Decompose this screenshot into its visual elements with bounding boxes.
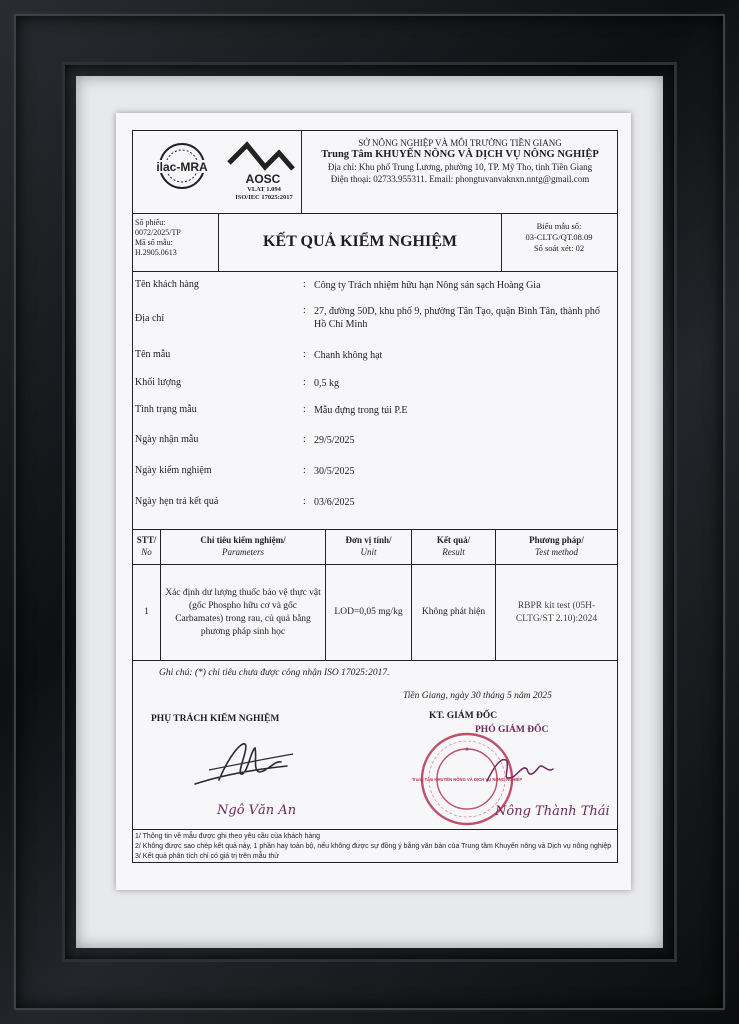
header-en: Test method — [535, 547, 578, 557]
info-colon: : — [303, 377, 306, 388]
info-label: Tên mẫu — [135, 349, 171, 360]
header-vi: Phương pháp/ — [529, 535, 584, 545]
info-value: Mẫu đựng trong túi P.E — [314, 405, 408, 416]
cell-result: Không phát hiện — [412, 565, 496, 661]
org-department: SỞ NÔNG NGHIỆP VÀ MÔI TRƯỜNG TIỀN GIANG — [358, 138, 562, 148]
header-vi: Kết quả/ — [436, 535, 471, 545]
note: Ghi chú: (*) chỉ tiêu chưa được công nhận ISO 17025:2017. — [159, 668, 390, 678]
col-header-no — [133, 529, 161, 565]
info-value: 0,5 kg — [314, 378, 339, 389]
col-header-parameters — [161, 529, 326, 565]
info-value: Công ty Trách nhiệm hữu hạn Nông sản sạch Hoàng Gia — [314, 280, 541, 291]
ref-line: 0072/2025/TP — [135, 228, 181, 237]
sample-info — [133, 271, 617, 530]
form-line: 03-CLTG/QT.08.09 — [525, 232, 593, 242]
info-value: 29/5/2025 — [314, 435, 355, 446]
org-name: Trung Tâm KHUYẾN NÔNG VÀ DỊCH VỤ NÔNG NGHIỆP — [321, 149, 599, 160]
info-colon: : — [303, 434, 306, 445]
logo-cell — [133, 131, 302, 213]
header-en: Result — [442, 547, 465, 557]
date-line: Tiền Giang, ngày 30 tháng 5 năm 2025 — [403, 691, 552, 701]
col-header-method — [496, 529, 617, 565]
header-vi: STT/ — [136, 535, 157, 545]
header-en: No — [141, 547, 152, 557]
deputy-director-title: PHÓ GIÁM ĐỐC — [475, 725, 549, 735]
certificate-paper — [116, 113, 631, 890]
form-number — [501, 213, 617, 271]
info-colon: : — [303, 465, 306, 476]
accreditation-code — [229, 186, 299, 202]
footnote: 3/ Kết quả phân tích chỉ có giá trị trên mẫu thử — [135, 853, 279, 860]
org-address: Địa chỉ: Khu phố Trung Lương, phường 10, TP. Mỹ Tho, tỉnh Tiền Giang — [327, 162, 593, 172]
form-line: Số soát xét: 02 — [533, 243, 585, 253]
col-header-result — [412, 529, 496, 565]
info-colon: : — [303, 404, 306, 415]
info-label: Ngày kiểm nghiệm — [135, 465, 212, 476]
info-colon: : — [303, 305, 306, 316]
header-en: Parameters — [222, 547, 264, 557]
col-header-unit — [326, 529, 412, 565]
info-colon: : — [303, 349, 306, 360]
ref-line: Số phiếu: — [135, 218, 166, 227]
info-value: 27, đường 50D, khu phố 9, phường Tân Tạo, quận Bình Tân, thành phố Hồ Chí Minh — [314, 306, 600, 330]
director-title: KT. GIÁM ĐỐC — [429, 711, 498, 721]
accreditation-line: VLAT 1.094 — [247, 186, 281, 193]
tester-title: PHỤ TRÁCH KIỂM NGHIỆM — [151, 714, 280, 724]
header-vi: Đơn vị tính/ — [345, 535, 392, 545]
info-value: 30/5/2025 — [314, 466, 355, 477]
header — [133, 131, 617, 214]
director-signature-icon — [483, 751, 563, 791]
footnotes — [133, 829, 617, 862]
svg-text:★: ★ — [464, 747, 470, 753]
ref-line: Mã số mẫu: — [135, 238, 173, 247]
info-label: Ngày hẹn trả kết quả — [135, 496, 219, 507]
tester-signature-icon — [189, 736, 299, 792]
org-contact: Điện thoại: 02733.955311. Email: phongtuvanvaknxn.nntg@gmail.com — [330, 174, 590, 184]
info-value: Chanh không hạt — [314, 350, 383, 361]
aosc-logo-icon — [225, 141, 297, 185]
info-label: Tên khách hàng — [135, 279, 199, 290]
ilac-mra-logo-icon — [139, 141, 225, 191]
seal-text: Trung Tâm KHUYẾN NÔNG VÀ DỊCH VỤ NÔNG NGHIỆP — [411, 777, 523, 782]
info-label: Ngày nhận mẫu — [135, 434, 199, 445]
cell-no: 1 — [133, 565, 161, 661]
form-line: Biểu mẫu số: — [536, 221, 582, 231]
info-label: Tình trạng mẫu — [135, 404, 197, 415]
info-colon: : — [303, 496, 306, 507]
aosc-text: AOSC — [245, 172, 281, 186]
info-colon: : — [303, 279, 306, 290]
cell-parameter: Xác định dư lượng thuốc bảo vệ thực vật (gốc Phospho hữu cơ và gốc Carbamates) trong rau, củ quả bằng phương pháp sinh học — [161, 565, 326, 661]
header-vi: Chỉ tiêu kiểm nghiệm/ — [200, 535, 286, 545]
reference-numbers — [133, 213, 219, 271]
title-row — [133, 213, 617, 272]
tester-name: Ngô Văn An — [217, 803, 297, 818]
info-label: Khối lượng — [135, 377, 181, 388]
header-en: Unit — [360, 547, 377, 557]
director-name: Nông Thành Thái — [495, 804, 610, 819]
accreditation-line: ISO/IEC 17025:2017 — [235, 194, 293, 201]
footnote: 1/ Thông tin về mẫu được ghi theo yêu cầu của khách hàng — [135, 833, 321, 840]
organization-block — [305, 137, 615, 185]
document-title: KẾT QUẢ KIỂM NGHIỆM — [219, 213, 502, 271]
certificate-document — [132, 130, 618, 863]
info-label: Địa chỉ — [135, 313, 165, 324]
ref-line: H.2905.0613 — [135, 248, 177, 257]
cell-unit: LOD=0,05 mg/kg — [326, 565, 412, 661]
info-value: 03/6/2025 — [314, 497, 355, 508]
cell-method: RBPR kit test (05H-CLTG/ST 2.10):2024 — [496, 565, 617, 661]
footnote: 2/ Không được sao chép kết quả này, 1 phần hay toàn bộ, nếu không được sự đồng ý bằng văn bản của Trung tâm Khuyến nông và Dịch vụ nông nghiệp — [135, 843, 612, 850]
ilac-text: ilac-MRA — [156, 160, 208, 174]
